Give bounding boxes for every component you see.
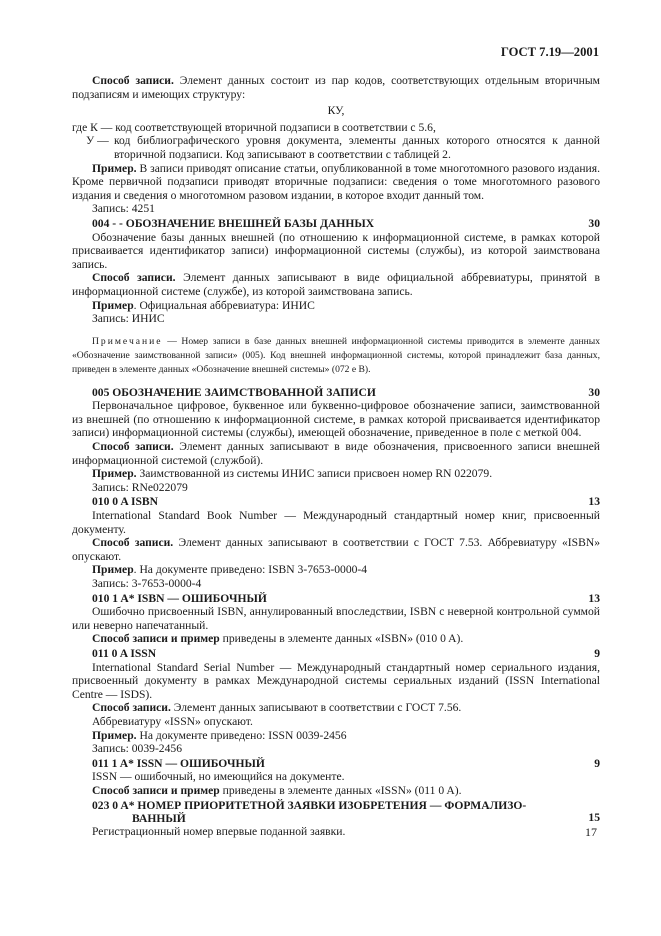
section-record: Запись: 0039-2456 (92, 742, 182, 756)
page-content (72, 74, 600, 838)
method-label: Способ записи. (92, 74, 174, 87)
section-method: Способ записи и пример приведены в элементе данных «ISSN» (011 0 A). (92, 783, 462, 797)
section-method: Способ записи. Элемент данных записывают в виде официальной аббревиатуры, принятой в информационной системе (службе), из которой заимствована запись. (72, 271, 601, 298)
section-heading-010-0: 010 0 A ISBN 13 (92, 495, 600, 509)
section-method: Способ записи. Элемент данных записывают в виде обозначения, присвоенного записи внешней информационной системой (службой). (72, 440, 601, 467)
section-heading-023: 023 0 A* НОМЕР ПРИОРИТЕТНОЙ ЗАЯВКИ ИЗОБРЕТЕНИЯ — ФОРМАЛИЗО- ВАННЫЙ 15 (92, 798, 600, 825)
intro-example: Пример. В записи приводят описание статьи, опубликованной в томе многотомного разового издания. Кроме первичной подзаписи приводят вторичные подзаписи: сведения о томе многотомного разового издания и сведения о многотомном разовом издании, в которое входит данный том. (72, 161, 600, 202)
intro-record: Запись: 4251 (92, 202, 155, 216)
section-desc: International Standard Serial Number — Международный стандартный номер сериального издания, присвоенный документу в рамках Международной системы сериальных изданий (ISSN International Centre — ISDS). (72, 660, 600, 701)
where-k: где К — код соответствующей вторичной подзаписи в соответствии с 5.6, (72, 120, 436, 134)
where-y: У — код библиографического уровня документа, элементы данных которого относятся к данной вторичной подзаписи. Код записывают в соответствии с таблицей 2. (86, 134, 600, 161)
section-example: Пример. Официальная аббревиатура: ИНИС (92, 298, 315, 312)
section-method: Способ записи. Элемент данных записывают в соответствии с ГОСТ 7.56. (92, 701, 462, 715)
section-method: Способ записи. Элемент данных записывают в соответствии с ГОСТ 7.53. Аббревиатуру «ISBN» опускают. (72, 536, 601, 563)
section-desc: ISSN — ошибочный, но имеющийся на документе. (92, 770, 345, 784)
section-heading-011-0: 011 0 A ISSN 9 (92, 646, 600, 660)
section-method: Способ записи и пример приведены в элементе данных «ISBN» (010 0 A). (92, 632, 464, 646)
section-desc: Регистрационный номер впервые поданной заявки. (92, 824, 346, 838)
section-note: Примечание — Номер записи в базе данных внешней информационной системы приводится в элементе данных «Обозначение заимствованной записи» (005). Код внешней информационной системы, которой принадлежит база данных, приведен в элементе данных «Обозначение внешней системы» (072 e B). (72, 335, 600, 375)
section-example: Пример. Заимствованной из системы ИНИС записи присвоен номер RN 022079. (92, 467, 493, 481)
section-desc: Ошибочно присвоенный ISBN, аннулированный впоследствии, ISBN с неверной контрольной суммой или неверно напечатанный. (72, 605, 600, 632)
section-extra: Аббревиатуру «ISSN» опускают. (92, 714, 253, 728)
section-record: Запись: 3-7653-0000-4 (92, 577, 202, 590)
section-heading-005: 005 ОБОЗНАЧЕНИЕ ЗАИМСТВОВАННОЙ ЗАПИСИ 30 (92, 385, 600, 399)
section-record: Запись: ИНИС (92, 312, 165, 326)
standard-header: ГОСТ 7.19—2001 (500, 45, 599, 59)
intro-method: Способ записи. Элемент данных состоит из пар кодов, соответствующих отдельным вторичным подзаписям и имеющих структуру: (72, 74, 600, 101)
section-heading-004: 004 - - ОБОЗНАЧЕНИЕ ВНЕШНЕЙ БАЗЫ ДАННЫХ 30 (92, 216, 600, 230)
section-desc: Обозначение базы данных внешней (по отношению к информационной системе, в рамках которой присваивается идентификатор записи) информационной системы (службы), из которой заимствована запись. (72, 230, 600, 271)
section-heading-010-1: 010 1 A* ISBN — ОШИБОЧНЫЙ 13 (92, 591, 600, 605)
page-number: 17 (585, 825, 597, 839)
section-desc: Первоначальное цифровое, буквенное или буквенно-цифровое обозначение записи, заимствованной из внешней (по отношению к информационной системе, в рамках которой присваивается идентификатор записи) информационной системы (службы), имеющей обозначение, приведенное в поле с меткой 004. (72, 399, 600, 440)
section-desc: International Standard Book Number — Международный стандартный номер книг, присвоенный документу. (72, 509, 600, 536)
structure-formula: КУ, (327, 104, 345, 118)
section-record: Запись: RNe022079 (92, 480, 188, 494)
section-example: Пример. На документе приведено: ISBN 3-7653-0000-4 (92, 563, 368, 577)
section-example: Пример. На документе приведено: ISSN 0039-2456 (92, 728, 347, 742)
section-heading-011-1: 011 1 A* ISSN — ОШИБОЧНЫЙ 9 (92, 756, 600, 770)
